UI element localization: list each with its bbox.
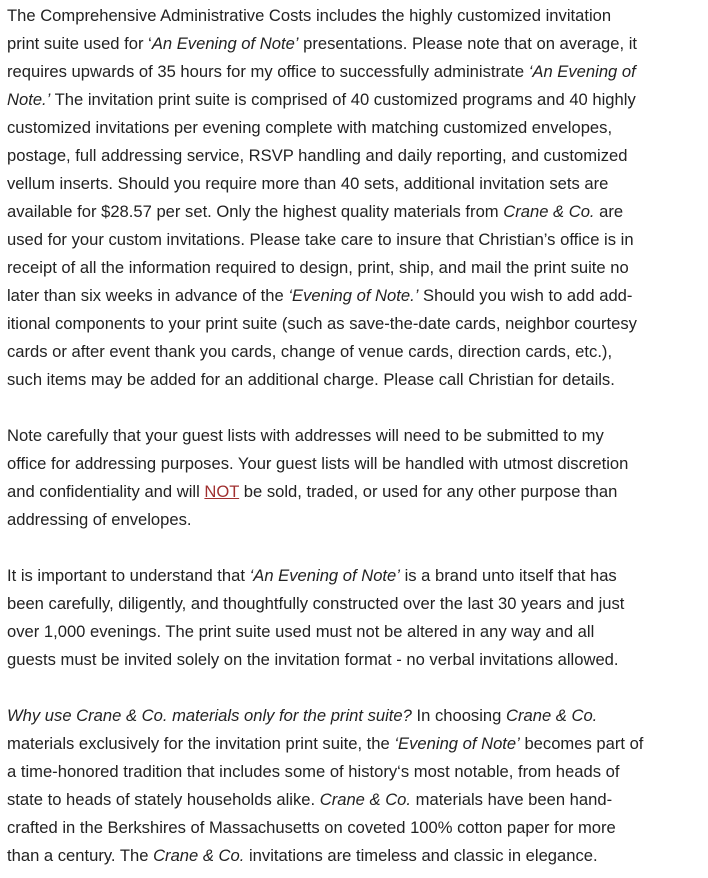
text-run: presentations. Please note that on average, it bbox=[298, 34, 638, 53]
paragraph-admin-costs bbox=[7, 2, 701, 394]
text-line bbox=[7, 478, 701, 506]
text-run: over 1,000 evenings. The print suite used must not be altered in any way and all bbox=[7, 622, 595, 641]
italic-text: ‘An Evening of Note’ bbox=[249, 566, 400, 585]
text-run: available for $28.57 per set. Only the highest quality materials from bbox=[7, 202, 504, 221]
italic-text: ‘Evening of Note’ bbox=[394, 734, 520, 753]
text-line bbox=[7, 254, 701, 282]
text-line bbox=[7, 842, 701, 870]
text-line bbox=[7, 786, 701, 814]
text-run: Note carefully that your guest lists with addresses will need to be submitted to my bbox=[7, 426, 604, 445]
italic-text: Crane & Co. bbox=[503, 202, 595, 221]
text-run: requires upwards of 35 hours for my office to successfully administrate bbox=[7, 62, 529, 81]
text-line bbox=[7, 366, 701, 394]
text-run: materials exclusively for the invitation print suite, the bbox=[7, 734, 395, 753]
text-line bbox=[7, 562, 701, 590]
text-run: postage, full addressing service, RSVP handling and daily reporting, and customized bbox=[7, 146, 628, 165]
text-run: becomes part of bbox=[519, 734, 644, 753]
text-run: cards or after event thank you cards, change of venue cards, direction cards, etc.), bbox=[7, 342, 613, 361]
text-line bbox=[7, 506, 701, 534]
text-run: been carefully, diligently, and thoughtfully constructed over the last 30 years and just bbox=[7, 594, 625, 613]
italic-text: Crane & Co. bbox=[153, 846, 245, 865]
text-run: materials have been hand- bbox=[411, 790, 613, 809]
italic-text: Why use Crane & Co. materials only for the print suite? bbox=[7, 706, 412, 725]
text-line bbox=[7, 2, 701, 30]
text-run: It is important to understand that bbox=[7, 566, 250, 585]
text-run: than a century. The bbox=[7, 846, 154, 865]
text-run: a time-honored tradition that includes some of history‘s most notable, from heads of bbox=[7, 762, 620, 781]
text-run: print suite used for ‘ bbox=[7, 34, 152, 53]
text-line bbox=[7, 702, 701, 730]
text-line bbox=[7, 114, 701, 142]
text-line bbox=[7, 758, 701, 786]
text-run: In choosing bbox=[411, 706, 506, 725]
text-run: and confidentiality and will bbox=[7, 482, 205, 501]
text-line bbox=[7, 338, 701, 366]
text-line bbox=[7, 814, 701, 842]
text-run: be sold, traded, or used for any other purpose than bbox=[239, 482, 618, 501]
text-line bbox=[7, 730, 701, 758]
text-line bbox=[7, 170, 701, 198]
text-line bbox=[7, 310, 701, 338]
text-line bbox=[7, 142, 701, 170]
text-run: crafted in the Berkshires of Massachusetts on coveted 100% cotton paper for more bbox=[7, 818, 616, 837]
text-line bbox=[7, 450, 701, 478]
text-run: office for addressing purposes. Your guest lists will be handled with utmost discretion bbox=[7, 454, 629, 473]
text-line bbox=[7, 86, 701, 114]
text-run: state to heads of stately households alike. bbox=[7, 790, 320, 809]
italic-text: ‘An Evening of bbox=[528, 62, 636, 81]
text-line bbox=[7, 58, 701, 86]
text-run: receipt of all the information required to design, print, ship, and mail the print suite no bbox=[7, 258, 629, 277]
text-line bbox=[7, 198, 701, 226]
text-run: are bbox=[594, 202, 624, 221]
emphasis-not-underlined: NOT bbox=[204, 482, 240, 501]
paragraph-crane bbox=[7, 702, 701, 870]
text-run: The Comprehensive Administrative Costs includes the highly customized invitation bbox=[7, 6, 612, 25]
text-run: is a brand unto itself that has bbox=[399, 566, 617, 585]
text-run: Should you wish to add add- bbox=[418, 286, 633, 305]
text-line bbox=[7, 282, 701, 310]
text-run: addressing of envelopes. bbox=[7, 510, 192, 529]
paragraph-brand bbox=[7, 562, 701, 674]
italic-text: Crane & Co. bbox=[319, 790, 412, 809]
text-run: itional components to your print suite (such as save-the-date cards, neighbor courtesy bbox=[7, 314, 637, 333]
text-run: guests must be invited solely on the invitation format - no verbal invitations allowed. bbox=[7, 650, 619, 669]
italic-text: An Evening of Note’ bbox=[151, 34, 299, 53]
text-run: vellum inserts. Should you require more than 40 sets, additional invitation sets are bbox=[7, 174, 609, 193]
italic-text: ‘Evening of Note.’ bbox=[288, 286, 419, 305]
text-run: such items may be added for an additional charge. Please call Christian for details. bbox=[7, 370, 615, 389]
text-line bbox=[7, 590, 701, 618]
text-run: later than six weeks in advance of the bbox=[7, 286, 289, 305]
paragraph-guest-lists bbox=[7, 422, 701, 534]
text-run: customized invitations per evening complete with matching customized envelopes, bbox=[7, 118, 613, 137]
text-line bbox=[7, 646, 701, 674]
text-run: The invitation print suite is comprised of 40 customized programs and 40 highly bbox=[50, 90, 636, 109]
text-line bbox=[7, 30, 701, 58]
italic-text: Crane & Co. bbox=[505, 706, 598, 725]
text-line bbox=[7, 422, 701, 450]
text-line bbox=[7, 618, 701, 646]
text-run: invitations are timeless and classic in elegance. bbox=[244, 846, 598, 865]
italic-text: Note.’ bbox=[7, 90, 51, 109]
text-line bbox=[7, 226, 701, 254]
text-run: used for your custom invitations. Please take care to insure that Christian’s office is in bbox=[7, 230, 634, 249]
